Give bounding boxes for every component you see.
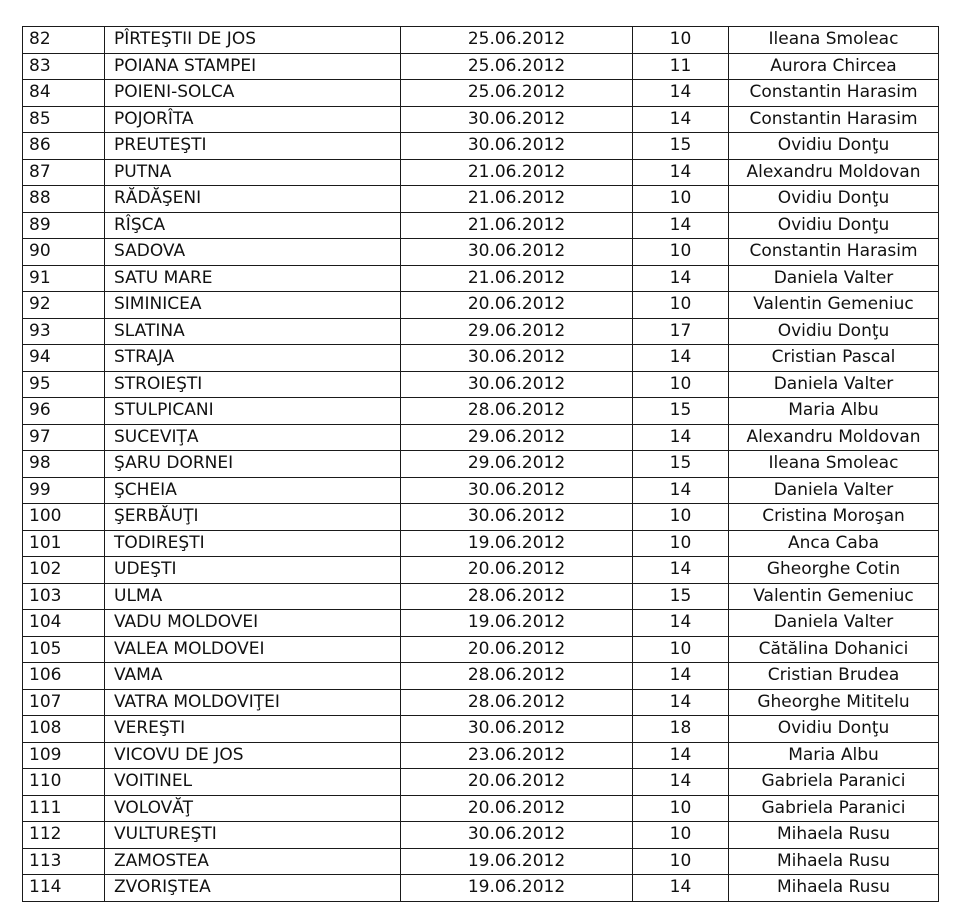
- date-cell: 30.06.2012: [401, 106, 633, 133]
- row-number-cell: 86: [23, 133, 105, 160]
- row-number-cell: 111: [23, 795, 105, 822]
- date-cell: 30.06.2012: [401, 822, 633, 849]
- locality-cell: VEREŞTI: [105, 716, 401, 743]
- table-row: [23, 636, 939, 663]
- person-name-cell: Mihaela Rusu: [729, 848, 939, 875]
- locality-cell: ŞCHEIA: [105, 477, 401, 504]
- person-name-cell: Daniela Valter: [729, 477, 939, 504]
- row-number-cell: 101: [23, 530, 105, 557]
- table-row: [23, 557, 939, 584]
- table-row: [23, 795, 939, 822]
- document-page: [22, 26, 938, 902]
- locality-cell: ULMA: [105, 583, 401, 610]
- date-cell: 28.06.2012: [401, 583, 633, 610]
- person-name-cell: Ovidiu Donţu: [729, 212, 939, 239]
- table-row: [23, 186, 939, 213]
- row-number-cell: 102: [23, 557, 105, 584]
- count-cell: 10: [633, 371, 729, 398]
- table-row: [23, 822, 939, 849]
- date-cell: 23.06.2012: [401, 742, 633, 769]
- count-cell: 14: [633, 742, 729, 769]
- locality-cell: POIENI-SOLCA: [105, 80, 401, 107]
- count-cell: 15: [633, 398, 729, 425]
- count-cell: 14: [633, 106, 729, 133]
- row-number-cell: 103: [23, 583, 105, 610]
- date-cell: 25.06.2012: [401, 80, 633, 107]
- locality-cell: VATRA MOLDOVIŢEI: [105, 689, 401, 716]
- count-cell: 17: [633, 318, 729, 345]
- person-name-cell: Daniela Valter: [729, 265, 939, 292]
- person-name-cell: Cătălina Dohanici: [729, 636, 939, 663]
- count-cell: 14: [633, 345, 729, 372]
- count-cell: 14: [633, 557, 729, 584]
- row-number-cell: 95: [23, 371, 105, 398]
- locality-cell: VICOVU DE JOS: [105, 742, 401, 769]
- date-cell: 30.06.2012: [401, 477, 633, 504]
- row-number-cell: 84: [23, 80, 105, 107]
- date-cell: 19.06.2012: [401, 610, 633, 637]
- table-row: [23, 159, 939, 186]
- table-row: [23, 504, 939, 531]
- table-row: [23, 345, 939, 372]
- count-cell: 14: [633, 477, 729, 504]
- count-cell: 14: [633, 265, 729, 292]
- row-number-cell: 92: [23, 292, 105, 319]
- row-number-cell: 90: [23, 239, 105, 266]
- locality-cell: ŞARU DORNEI: [105, 451, 401, 478]
- table-row: [23, 875, 939, 902]
- locality-cell: RĂDĂŞENI: [105, 186, 401, 213]
- date-cell: 30.06.2012: [401, 504, 633, 531]
- table-row: [23, 716, 939, 743]
- locality-cell: ŞERBĂUŢI: [105, 504, 401, 531]
- date-cell: 20.06.2012: [401, 636, 633, 663]
- count-cell: 10: [633, 239, 729, 266]
- count-cell: 14: [633, 212, 729, 239]
- date-cell: 28.06.2012: [401, 398, 633, 425]
- locality-cell: VAMA: [105, 663, 401, 690]
- count-cell: 15: [633, 133, 729, 160]
- table-body: [23, 27, 939, 902]
- locality-cell: ZVORIŞTEA: [105, 875, 401, 902]
- count-cell: 15: [633, 583, 729, 610]
- table-row: [23, 848, 939, 875]
- person-name-cell: Ileana Smoleac: [729, 451, 939, 478]
- date-cell: 20.06.2012: [401, 292, 633, 319]
- date-cell: 19.06.2012: [401, 875, 633, 902]
- locality-table: [22, 26, 939, 902]
- row-number-cell: 108: [23, 716, 105, 743]
- table-row: [23, 583, 939, 610]
- locality-cell: VOLOVĂŢ: [105, 795, 401, 822]
- row-number-cell: 96: [23, 398, 105, 425]
- table-row: [23, 610, 939, 637]
- row-number-cell: 110: [23, 769, 105, 796]
- date-cell: 28.06.2012: [401, 689, 633, 716]
- date-cell: 30.06.2012: [401, 716, 633, 743]
- row-number-cell: 112: [23, 822, 105, 849]
- locality-cell: VALEA MOLDOVEI: [105, 636, 401, 663]
- date-cell: 25.06.2012: [401, 53, 633, 80]
- table-row: [23, 477, 939, 504]
- table-row: [23, 106, 939, 133]
- row-number-cell: 83: [23, 53, 105, 80]
- table-row: [23, 742, 939, 769]
- table-row: [23, 371, 939, 398]
- table-row: [23, 27, 939, 54]
- locality-cell: STROIEŞTI: [105, 371, 401, 398]
- person-name-cell: Daniela Valter: [729, 371, 939, 398]
- count-cell: 10: [633, 848, 729, 875]
- locality-cell: PREUTEŞTI: [105, 133, 401, 160]
- person-name-cell: Gabriela Paranici: [729, 795, 939, 822]
- row-number-cell: 105: [23, 636, 105, 663]
- table-row: [23, 318, 939, 345]
- date-cell: 29.06.2012: [401, 424, 633, 451]
- count-cell: 10: [633, 27, 729, 54]
- table-row: [23, 80, 939, 107]
- date-cell: 21.06.2012: [401, 159, 633, 186]
- date-cell: 30.06.2012: [401, 345, 633, 372]
- row-number-cell: 93: [23, 318, 105, 345]
- person-name-cell: Alexandru Moldovan: [729, 424, 939, 451]
- person-name-cell: Gheorghe Cotin: [729, 557, 939, 584]
- count-cell: 14: [633, 80, 729, 107]
- count-cell: 10: [633, 636, 729, 663]
- person-name-cell: Ovidiu Donţu: [729, 318, 939, 345]
- locality-cell: VOITINEL: [105, 769, 401, 796]
- row-number-cell: 107: [23, 689, 105, 716]
- count-cell: 14: [633, 769, 729, 796]
- date-cell: 29.06.2012: [401, 318, 633, 345]
- row-number-cell: 99: [23, 477, 105, 504]
- locality-cell: VULTUREŞTI: [105, 822, 401, 849]
- row-number-cell: 87: [23, 159, 105, 186]
- person-name-cell: Constantin Harasim: [729, 80, 939, 107]
- count-cell: 10: [633, 795, 729, 822]
- person-name-cell: Anca Caba: [729, 530, 939, 557]
- locality-cell: POJORÎTA: [105, 106, 401, 133]
- row-number-cell: 94: [23, 345, 105, 372]
- locality-cell: SLATINA: [105, 318, 401, 345]
- table-row: [23, 239, 939, 266]
- date-cell: 20.06.2012: [401, 769, 633, 796]
- locality-cell: PUTNA: [105, 159, 401, 186]
- table-row: [23, 292, 939, 319]
- count-cell: 10: [633, 504, 729, 531]
- count-cell: 14: [633, 159, 729, 186]
- date-cell: 20.06.2012: [401, 795, 633, 822]
- count-cell: 14: [633, 689, 729, 716]
- person-name-cell: Gabriela Paranici: [729, 769, 939, 796]
- table-row: [23, 663, 939, 690]
- person-name-cell: Maria Albu: [729, 742, 939, 769]
- locality-cell: SADOVA: [105, 239, 401, 266]
- row-number-cell: 89: [23, 212, 105, 239]
- count-cell: 18: [633, 716, 729, 743]
- table-row: [23, 424, 939, 451]
- locality-cell: ZAMOSTEA: [105, 848, 401, 875]
- date-cell: 25.06.2012: [401, 27, 633, 54]
- locality-cell: SATU MARE: [105, 265, 401, 292]
- date-cell: 20.06.2012: [401, 557, 633, 584]
- date-cell: 19.06.2012: [401, 848, 633, 875]
- locality-cell: STRAJA: [105, 345, 401, 372]
- table-row: [23, 265, 939, 292]
- person-name-cell: Constantin Harasim: [729, 106, 939, 133]
- count-cell: 15: [633, 451, 729, 478]
- row-number-cell: 97: [23, 424, 105, 451]
- count-cell: 10: [633, 186, 729, 213]
- table-row: [23, 398, 939, 425]
- locality-cell: VADU MOLDOVEI: [105, 610, 401, 637]
- date-cell: 30.06.2012: [401, 239, 633, 266]
- person-name-cell: Maria Albu: [729, 398, 939, 425]
- person-name-cell: Cristian Brudea: [729, 663, 939, 690]
- table-row: [23, 689, 939, 716]
- table-row: [23, 451, 939, 478]
- table-row: [23, 133, 939, 160]
- table-row: [23, 212, 939, 239]
- person-name-cell: Cristian Pascal: [729, 345, 939, 372]
- locality-cell: SUCEVIŢA: [105, 424, 401, 451]
- date-cell: 21.06.2012: [401, 265, 633, 292]
- locality-cell: STULPICANI: [105, 398, 401, 425]
- table-row: [23, 769, 939, 796]
- locality-cell: POIANA STAMPEI: [105, 53, 401, 80]
- person-name-cell: Mihaela Rusu: [729, 875, 939, 902]
- person-name-cell: Alexandru Moldovan: [729, 159, 939, 186]
- table-row: [23, 53, 939, 80]
- person-name-cell: Ileana Smoleac: [729, 27, 939, 54]
- row-number-cell: 104: [23, 610, 105, 637]
- count-cell: 10: [633, 530, 729, 557]
- count-cell: 14: [633, 610, 729, 637]
- row-number-cell: 91: [23, 265, 105, 292]
- row-number-cell: 113: [23, 848, 105, 875]
- row-number-cell: 109: [23, 742, 105, 769]
- row-number-cell: 100: [23, 504, 105, 531]
- count-cell: 10: [633, 822, 729, 849]
- date-cell: 21.06.2012: [401, 186, 633, 213]
- row-number-cell: 106: [23, 663, 105, 690]
- table-row: [23, 530, 939, 557]
- person-name-cell: Constantin Harasim: [729, 239, 939, 266]
- row-number-cell: 88: [23, 186, 105, 213]
- person-name-cell: Cristina Moroşan: [729, 504, 939, 531]
- row-number-cell: 98: [23, 451, 105, 478]
- person-name-cell: Mihaela Rusu: [729, 822, 939, 849]
- locality-cell: UDEŞTI: [105, 557, 401, 584]
- row-number-cell: 82: [23, 27, 105, 54]
- locality-cell: TODIREŞTI: [105, 530, 401, 557]
- person-name-cell: Aurora Chircea: [729, 53, 939, 80]
- count-cell: 14: [633, 875, 729, 902]
- row-number-cell: 85: [23, 106, 105, 133]
- person-name-cell: Valentin Gemeniuc: [729, 292, 939, 319]
- row-number-cell: 114: [23, 875, 105, 902]
- date-cell: 30.06.2012: [401, 371, 633, 398]
- person-name-cell: Ovidiu Donţu: [729, 716, 939, 743]
- locality-cell: SIMINICEA: [105, 292, 401, 319]
- count-cell: 14: [633, 424, 729, 451]
- person-name-cell: Gheorghe Mititelu: [729, 689, 939, 716]
- person-name-cell: Ovidiu Donţu: [729, 186, 939, 213]
- date-cell: 21.06.2012: [401, 212, 633, 239]
- date-cell: 29.06.2012: [401, 451, 633, 478]
- date-cell: 19.06.2012: [401, 530, 633, 557]
- person-name-cell: Daniela Valter: [729, 610, 939, 637]
- count-cell: 10: [633, 292, 729, 319]
- date-cell: 28.06.2012: [401, 663, 633, 690]
- locality-cell: PÎRTEŞTII DE JOS: [105, 27, 401, 54]
- date-cell: 30.06.2012: [401, 133, 633, 160]
- person-name-cell: Ovidiu Donţu: [729, 133, 939, 160]
- count-cell: 11: [633, 53, 729, 80]
- locality-cell: RÎŞCA: [105, 212, 401, 239]
- count-cell: 14: [633, 663, 729, 690]
- person-name-cell: Valentin Gemeniuc: [729, 583, 939, 610]
